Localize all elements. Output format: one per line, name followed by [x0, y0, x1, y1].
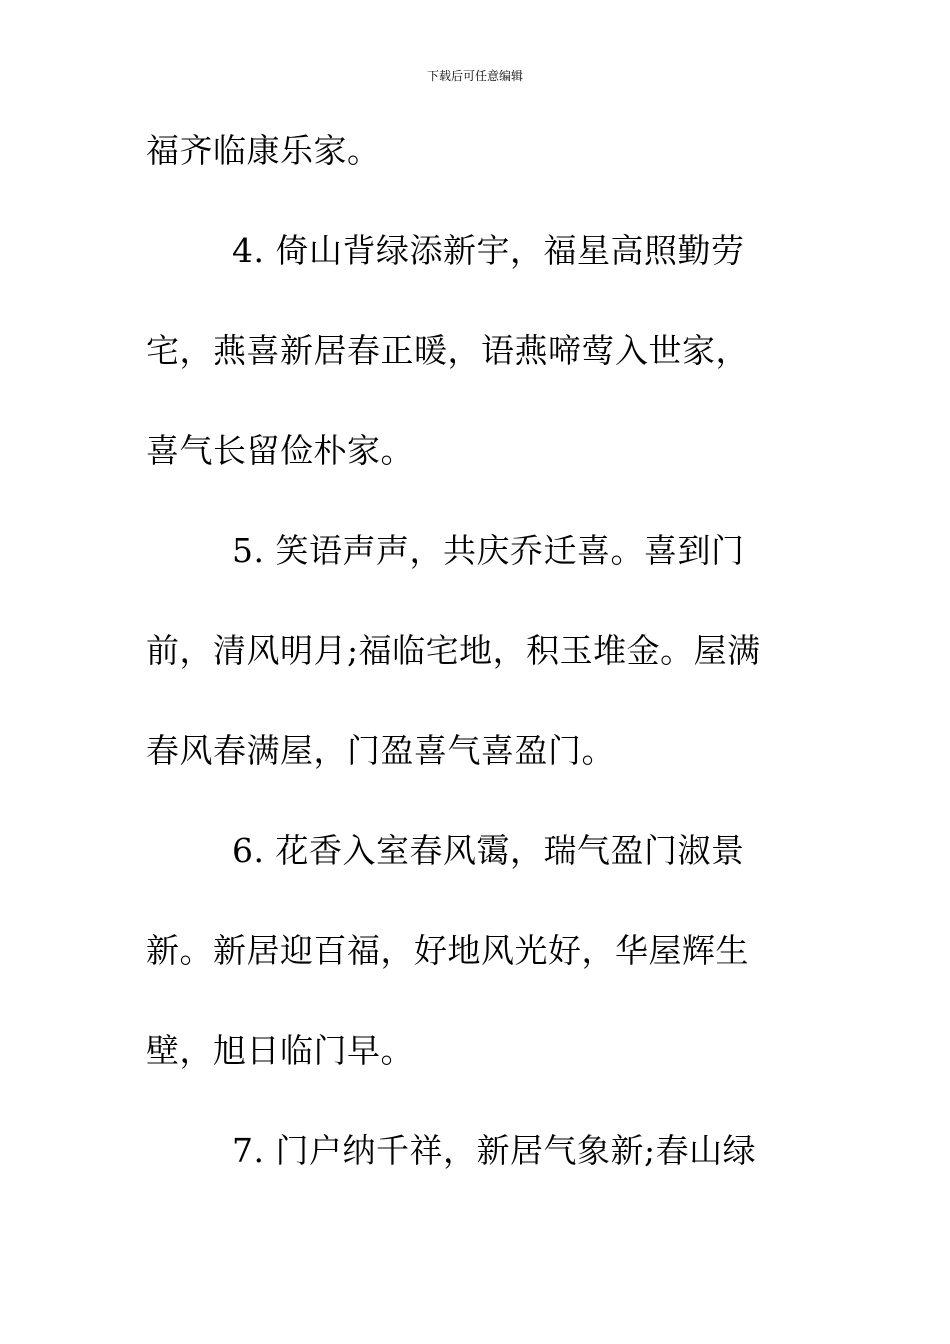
- text-line: 新。新居迎百福，好地风光好，华屋辉生: [146, 931, 749, 970]
- text-line: 壁，旭日临门早。: [146, 1031, 414, 1070]
- text-line: 7. 门户纳千祥，新居气象新;春山绿: [232, 1131, 757, 1170]
- page-header: 下载后可任意编辑: [426, 69, 523, 83]
- text-line: 6. 花香入室春风霭，瑞气盈门淑景: [232, 831, 745, 870]
- text-line: 福齐临康乐家。: [146, 131, 381, 170]
- text-line: 春风春满屋，门盈喜气喜盈门。: [146, 731, 615, 770]
- text-line: 前，清风明月;福临宅地，积玉堆金。屋满: [146, 631, 761, 670]
- text-line: 喜气长留俭朴家。: [146, 431, 414, 470]
- text-line: 宅，燕喜新居春正暖，语燕啼莺入世家，: [146, 331, 749, 370]
- text-line: 5. 笑语声声，共庆乔迁喜。喜到门: [232, 531, 745, 570]
- text-line: 4. 倚山背绿添新宇，福星高照勤劳: [232, 231, 745, 270]
